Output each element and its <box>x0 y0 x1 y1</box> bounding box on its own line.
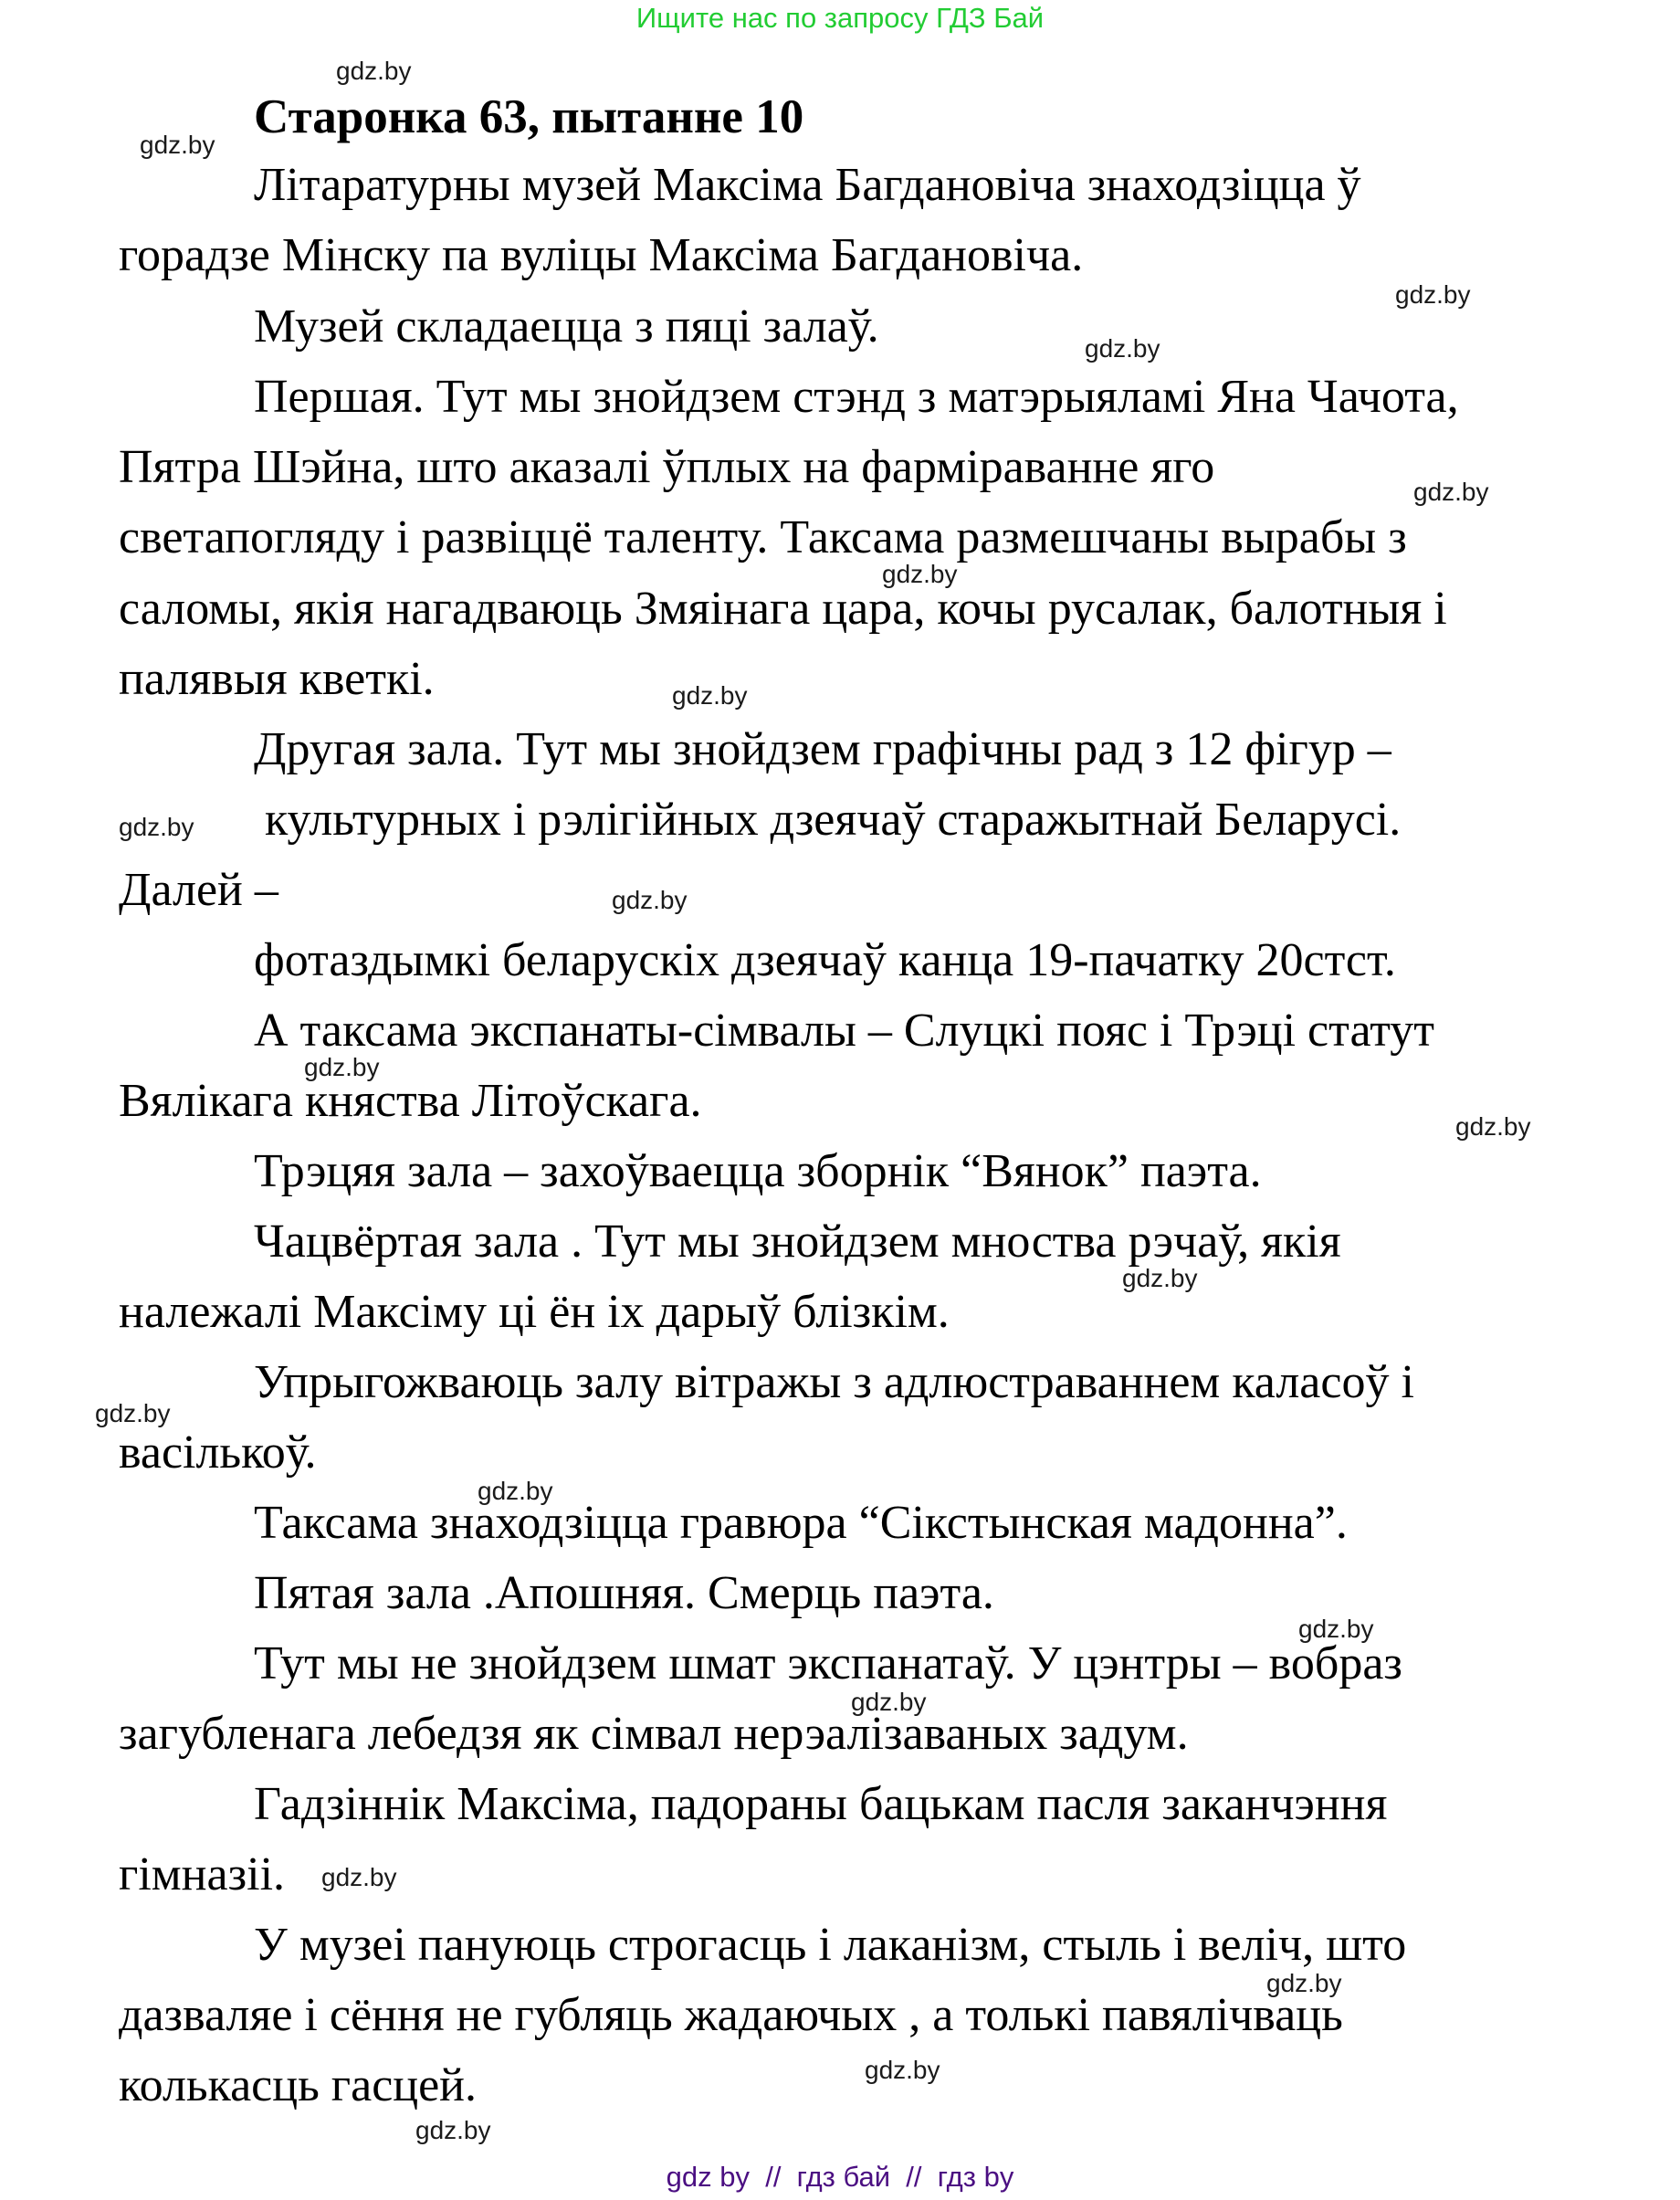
text-line: Вялікага княства Літоўскага. <box>119 1075 702 1127</box>
text-line: фотаздымкі беларускіх дзеячаў канца 19-пачатку 20стст. <box>254 934 1396 986</box>
text-line: А таксама экспанаты-сімвалы – Слуцкі пояс і Трэці статут <box>254 1005 1434 1057</box>
text-line: васількоў. <box>119 1426 317 1479</box>
text-line: У музеі пануюць строгасць і лаканізм, стыль і веліч, што <box>254 1919 1407 1971</box>
watermark: gdz.by <box>882 560 958 588</box>
text-line: горадзе Мінску па вуліцы Максіма Багдановіча. <box>119 229 1084 281</box>
search-hint-banner: Ищите нас по запросу ГДЗ Бай <box>635 2 1045 34</box>
text-line: Пятра Шэйна, што аказалі ўплых на фарміраванне яго <box>119 441 1215 493</box>
watermark: gdz.by <box>95 1399 171 1427</box>
text-line: Чацвёртая зала . Тут мы знойдзем мноства рэчаў, якія <box>254 1216 1341 1268</box>
text-line: гімназіі. <box>119 1848 286 1900</box>
page-title: Старонка 63, пытанне 10 <box>254 90 804 143</box>
text-line: светапогляду і развіццё таленту. Таксама размешчаны вырабы з <box>119 511 1407 563</box>
watermark: gdz.by <box>415 2116 491 2144</box>
watermark: gdz.by <box>672 681 748 710</box>
watermark: gdz.by <box>321 1863 397 1891</box>
watermark: gdz.by <box>119 813 194 841</box>
text-line: Гадзіннік Максіма, падораны бацькам пасля заканчэння <box>254 1778 1388 1830</box>
watermark: gdz.by <box>304 1053 380 1081</box>
watermark: gdz.by <box>851 1688 927 1716</box>
text-line: належалі Максіму ці ён іх дарыў блізкім. <box>119 1286 950 1338</box>
watermark: gdz.by <box>1413 478 1489 506</box>
watermark: gdz.by <box>478 1477 553 1505</box>
watermark: gdz.by <box>612 886 688 914</box>
text-line: культурных і рэлігійных дзеячаў старажытнай Беларусі. <box>265 794 1402 846</box>
watermark: gdz.by <box>336 57 412 85</box>
text-line: палявыя кветкі. <box>119 653 435 705</box>
text-line: Тут мы не знойдзем шмат экспанатаў. У цэнтры – вобраз <box>254 1637 1402 1689</box>
text-line: Першая. Тут мы знойдзем стэнд з матэрыяламі Яна Чачота, <box>254 371 1459 423</box>
watermark: gdz.by <box>1395 280 1471 309</box>
watermark: gdz.by <box>140 131 215 159</box>
text-line: загубленага лебедзя як сімвал нерэалізаваных задум. <box>119 1708 1189 1760</box>
watermark: gdz.by <box>1298 1615 1374 1643</box>
watermark: gdz.by <box>1122 1264 1198 1292</box>
text-line: Таксама знаходзіцца гравюра “Сікстынская мадонна”. <box>254 1497 1348 1549</box>
text-line: Трэцяя зала – захоўваецца зборнік “Вянок” паэта. <box>254 1145 1262 1197</box>
watermark: gdz.by <box>1266 1969 1342 1997</box>
watermark: gdz.by <box>865 2056 940 2084</box>
text-line: Пятая зала .Апошняя. Смерць паэта. <box>254 1567 994 1619</box>
text-line: дазваляе і сёння не губляць жадаючых , а толькі павялічваць <box>119 1989 1343 2041</box>
site-footer-links: gdz by // гдз бай // гдз by <box>666 2161 1014 2193</box>
text-line: колькасць гасцей. <box>119 2059 478 2111</box>
text-line: Другая зала. Тут мы знойдзем графічны рад з 12 фігур – <box>254 723 1391 775</box>
text-line: Літаратурны музей Максіма Багдановіча знаходзіцца ў <box>254 159 1361 211</box>
text-line: Музей складаецца з пяці залаў. <box>254 300 879 353</box>
text-line: Упрыгожваюць залу вітражы з адлюстраваннем каласоў і <box>254 1356 1414 1408</box>
text-line: Далей – <box>119 864 278 916</box>
watermark: gdz.by <box>1085 334 1160 363</box>
text-line: саломы, якія нагадваюць Змяінага цара, кочы русалак, балотныя і <box>119 583 1447 635</box>
watermark: gdz.by <box>1455 1112 1531 1141</box>
